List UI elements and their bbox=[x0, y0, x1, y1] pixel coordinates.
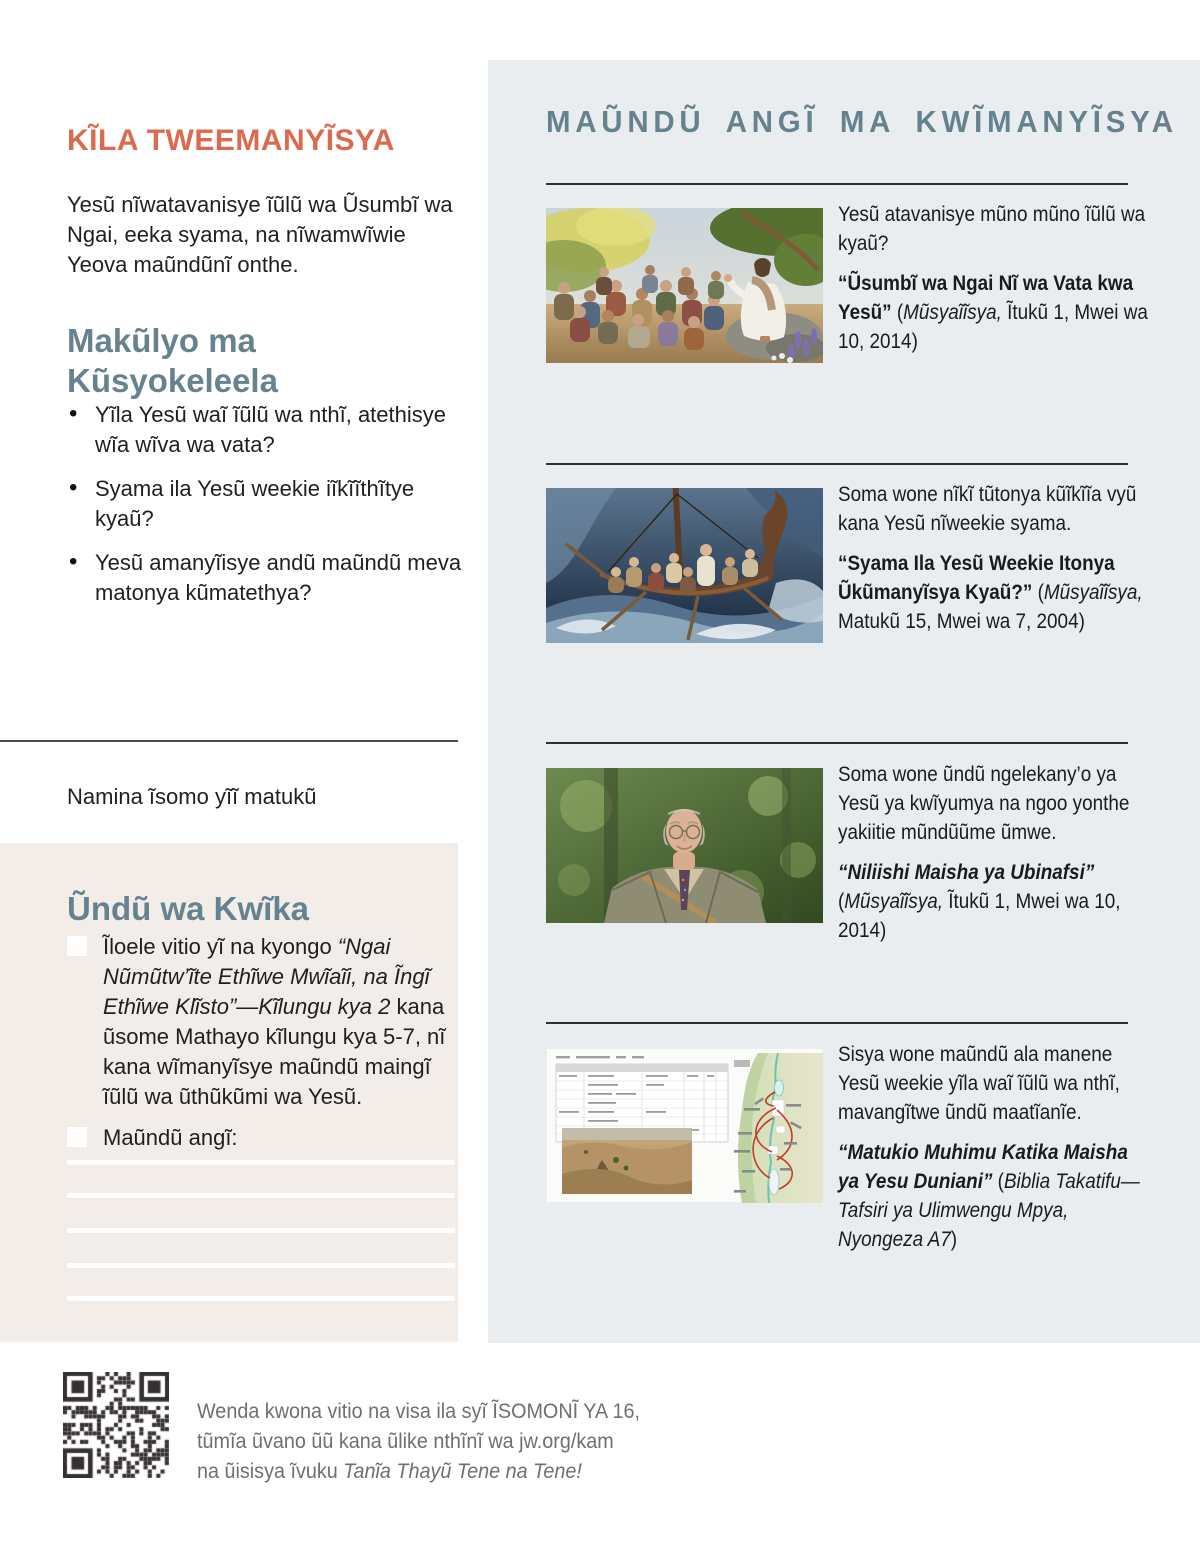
section-divider bbox=[546, 742, 1128, 744]
learn-more-item bbox=[838, 760, 1149, 956]
lesson-review-title: KĨLA TWEEMANYĨSYA bbox=[67, 124, 395, 158]
learn-more-item bbox=[838, 1040, 1149, 1265]
learn-more-heading: MAŨNDŨ ANGĨ MA KWĨMANYĨSYA bbox=[546, 104, 1178, 139]
review-question: • Yesũ amanyĩisye andũ maũndũ meva matonya kũmatethya? bbox=[67, 548, 469, 608]
learn-more-item bbox=[838, 480, 1149, 647]
item-citation: “Matukio Muhimu Katika Maisha ya Yesu Duniani” (Biblia Takatifu—Tafsiri ya Ulimwengu Mpya, Nyongeza A7) bbox=[838, 1141, 1140, 1251]
review-questions-heading: Makũlyo ma Kũsyokeleela bbox=[67, 322, 278, 400]
checkbox-icon bbox=[67, 1127, 87, 1147]
what-to-do-heading: Ũndũ wa Kwĩka bbox=[67, 890, 310, 928]
review-question: • Yĩla Yesũ waĩ ĩũlũ wa nthĩ, atethisye wĩa wĩva wa vata? bbox=[67, 400, 469, 460]
writing-line bbox=[67, 1263, 455, 1268]
item-lead: Soma wone ũndũ ngelekany’o ya Yesũ ya kwĩyumya na ngoo yonthe yakiitie mũndũũme ũmwe. bbox=[838, 763, 1130, 844]
review-question: • Syama ila Yesũ weekie iĩkĩĩthĩtye kyaũ? bbox=[67, 474, 469, 534]
section-divider bbox=[546, 1022, 1128, 1024]
item-lead: Soma wone nĩkĩ tũtonya kũĩkĩĩa vyũ kana Yesũ nĩweekie syama. bbox=[838, 483, 1137, 535]
left-divider bbox=[0, 740, 458, 742]
brother-portrait-image bbox=[546, 768, 823, 923]
section-divider bbox=[546, 183, 1128, 185]
footer-instructions bbox=[197, 1396, 657, 1486]
todo-item-text: Maũndũ angĩ: bbox=[103, 1125, 238, 1150]
checkbox-icon bbox=[67, 936, 87, 956]
writing-line bbox=[67, 1228, 455, 1233]
writing-line bbox=[67, 1193, 455, 1198]
todo-item-text: Ĩloele vitio yĩ na kyongo “Ngai Nũmũtw’ĩte Ethĩwe Mwĩaĩi, na Ĩngĩ Ethĩwe Klĩsto”—Kĩlungu kya 2 kana ũsome Mathayo kĩlungu kya 5-7, nĩ kana wĩmanyĩsye maũndũ maingĩ ĩũlũ wa ũthũkũmi wa Yesũ. bbox=[103, 934, 446, 1109]
item-citation: “Syama Ila Yesũ Weekie Itonya Ũkũmanyĩsya Kyaũ?” (Mũsyaĩĩsya, Matukũ 15, Mwei wa 7, 2004) bbox=[838, 552, 1143, 633]
learn-more-item bbox=[838, 200, 1149, 367]
footer-line: na ũisisya ĩvuku Tanĩa Thayũ Tene na Tene! bbox=[197, 1459, 582, 1483]
item-lead: Sisya wone maũndũ ala manene Yesũ weekie yĩla waĩ ĩũlũ wa nthĩ, mavangĩtwe ũndũ maatĩanĩe. bbox=[838, 1043, 1120, 1124]
review-questions-list bbox=[67, 400, 469, 622]
learn-more-panel bbox=[488, 60, 1200, 1343]
todo-item bbox=[67, 1123, 459, 1153]
lesson-summary: Yesũ nĩwatavanisye ĩũlũ wa Ũsumbĩ wa Ngai, eeka syama, na nĩwamwĩwie Yeova maũndũnĩ onthe. bbox=[67, 192, 453, 277]
what-to-do-box bbox=[0, 843, 458, 1342]
bible-appendix-map-image bbox=[546, 1048, 823, 1203]
section-divider bbox=[546, 463, 1128, 465]
item-citation: “Ũsumbĩ wa Ngai Nĩ wa Vata kwa Yesũ” (Mũsyaĩĩsya, Ĩtukũ 1, Mwei wa 10, 2014) bbox=[838, 272, 1148, 353]
todo-item bbox=[67, 932, 459, 1112]
footer-line: tũmĩa ũvano ũũ kana ũlike nthĩnĩ wa jw.org/kam bbox=[197, 1429, 614, 1453]
jesus-calms-storm-image bbox=[546, 488, 823, 643]
jesus-teaching-crowd-image bbox=[546, 208, 823, 363]
footer-line: Wenda kwona vitio na visa ila syĩ ĨSOMONĨ YA 16, bbox=[197, 1399, 641, 1423]
item-lead: Yesũ atavanisye mũno mũno ĩũlũ wa kyaũ? bbox=[838, 203, 1146, 255]
daily-reading-note: Namina ĩsomo yĩĩ matukũ bbox=[67, 784, 317, 809]
qr-code bbox=[63, 1372, 169, 1478]
writing-line bbox=[67, 1160, 455, 1165]
writing-line bbox=[67, 1296, 455, 1301]
item-citation: “Niliishi Maisha ya Ubinafsi” (Mũsyaĩĩsya, Ĩtukũ 1, Mwei wa 10, 2014) bbox=[838, 861, 1121, 942]
